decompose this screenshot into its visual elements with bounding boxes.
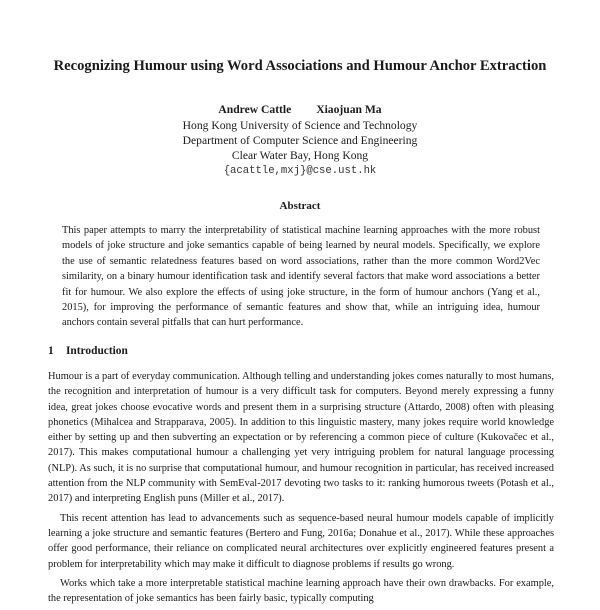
body-paragraph: Works which take a more interpretable statistical machine learning approach have their own drawbacks. For example, the representation of joke semantics has been fairly basic, typically computing: [48, 577, 554, 605]
body-paragraph: This recent attention has lead to advancements such as sequence-based neural humour models capable of implicitly learning a joke structure and semantic features (Bertero and Fung, 2016a; Donahue et al., 2017). While these approaches offer good performance, their reliance on complicated neural architectures over explicitly engineered features present a problem for interpretability which may make it difficult to diagnose problems if results go wrong.: [48, 512, 554, 570]
author-list: [0, 103, 600, 117]
section-body: [48, 369, 554, 610]
affiliation-line: Hong Kong University of Science and Technology: [182, 119, 418, 132]
author-name: Andrew Cattle: [218, 103, 292, 116]
author-name: Xiaojuan Ma: [316, 103, 382, 116]
author-email: {acattle,mxj}@cse.ust.hk: [223, 165, 377, 177]
section-heading: [48, 345, 128, 357]
section-title: Introduction: [66, 345, 128, 357]
paper-title: Recognizing Humour using Word Associations and Humour Anchor Extraction: [53, 58, 547, 74]
section-number: 1: [48, 345, 54, 357]
abstract-text: This paper attempts to marry the interpretability of statistical machine learning approaches with the more robust models of joke structure and joke semantics capable of being learned by neural models. Specifically, we explore the use of semantic relatedness features based on word associations, rather than the more common Word2Vec similarity, on a binary humour identification task and identify several factors that make word associations a better fit for humour. We also explore the effects of using joke structure, in the form of humour anchors (Yang et al., 2015), for improving the performance of semantic features and show that, while an intriguing idea, humour anchors contain several pitfalls that can hurt performance.: [62, 225, 540, 329]
abstract-heading: Abstract: [279, 200, 321, 212]
affiliation-line: Department of Computer Science and Engineering: [182, 134, 418, 147]
body-paragraph: Humour is a part of everyday communication. Although telling and understanding jokes comes naturally to most humans, the recognition and interpretation of humour is a very difficult task for computers. Beyond merely expressing a funny idea, great jokes choose evocative words and present them in a surprising structure (Attardo, 2008) often with pleasing phonetics (Mihalcea and Strapparava, 2005). In addition to this linguistic mastery, many jokes require world knowledge either by setting up and then subverting an expectation or by referencing a common piece of culture (Kukovačec et al., 2017). This makes computational humour a challenging yet very intriguing problem for natural language processing (NLP). As such, it is no surprise that computational humour, and humour recognition in particular, has received increased attention from the NLP community with SemEval-2017 devoting two tasks to it: ranking humorous tweets (Potash et al., 2017) and interpreting English puns (Miller et al., 2017).: [48, 371, 554, 505]
affiliation-line: Clear Water Bay, Hong Kong: [231, 149, 369, 162]
